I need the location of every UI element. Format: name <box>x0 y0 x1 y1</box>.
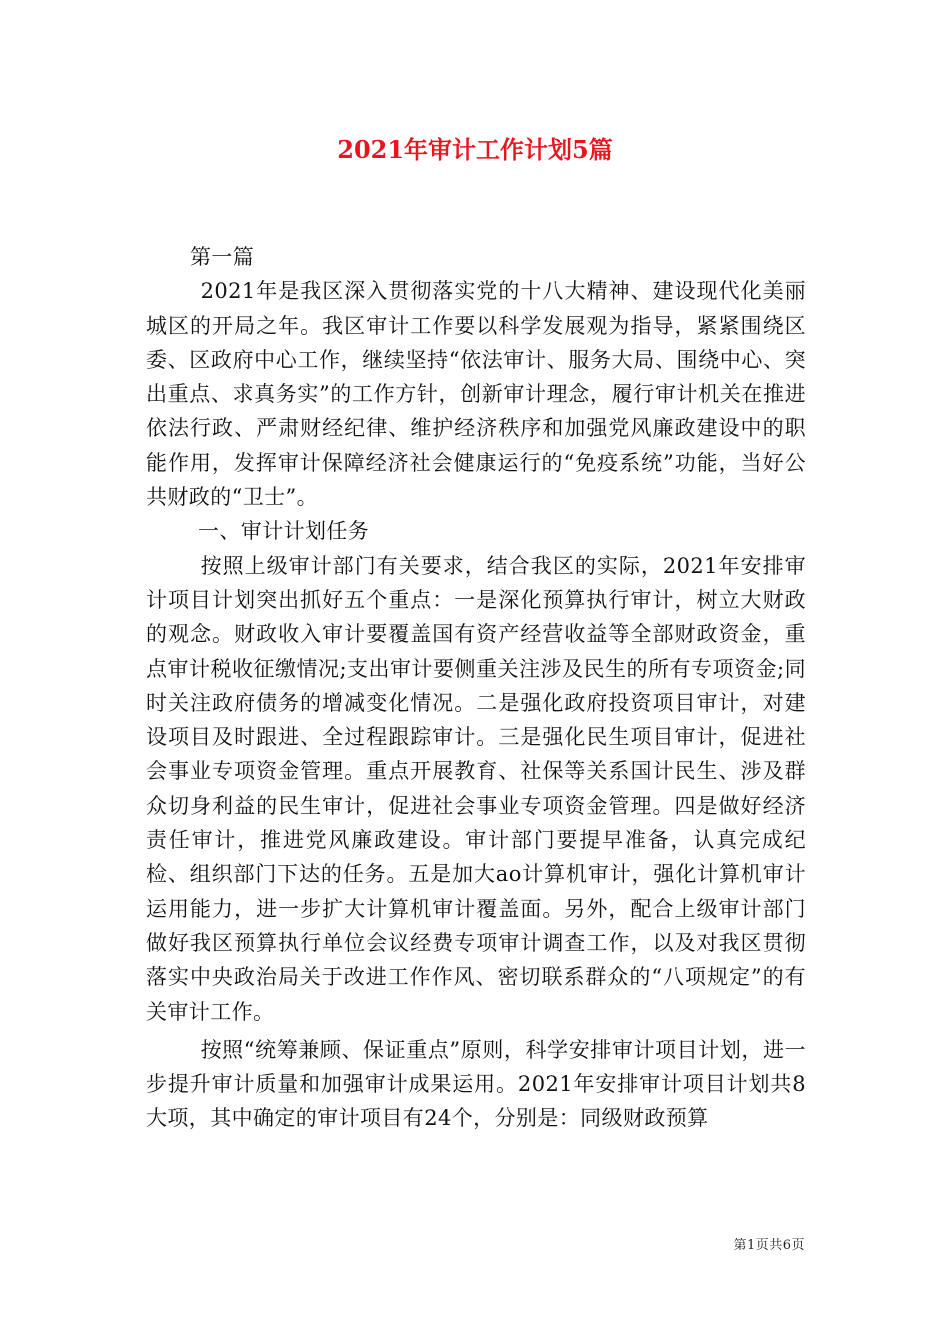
subheading-audit-tasks: 一、审计计划任务 <box>198 519 370 544</box>
page-number: 第1页共6页 <box>733 1238 805 1253</box>
paragraph-project-arrangement: 按照“统筹兼顾、保证重点”原则，科学安排审计项目计划，进一步提升审计质量和加强审计成果运用。2021年安排审计项目计划共8大项，其中确定的审计项目有24个，分别是：同级财政预算 <box>146 1037 806 1131</box>
section-heading: 第一篇 <box>190 245 255 269</box>
page-title: 2021年审计工作计划5篇 <box>337 135 613 164</box>
document-body <box>146 240 806 1136</box>
paragraph-intro: 2021年是我区深入贯彻落实党的十八大精神、建设现代化美丽城区的开局之年。我区审计工作要以科学发展观为指导，紧紧围绕区委、区政府中心工作，继续坚持“依法审计、服务大局、围绕中心、突出重点、求真务实”的工作方针，创新审计理念，履行审计机关在推进依法行政、严肃财经纪律、维护经济秩序和加强党风廉政建设中的职能作用，发挥审计保障经济社会健康运行的“免疫系统”功能，当好公共财政的“卫士”。 <box>146 279 806 510</box>
paragraph-audit-plan: 按照上级审计部门有关要求，结合我区的实际，2021年安排审计项目计划突出抓好五个重点：一是深化预算执行审计，树立大财政的观念。财政收入审计要覆盖国有资产经营收益等全部财政资金，重点审计税收征缴情况;支出审计要侧重关注涉及民生的所有专项资金;同时关注政府债务的增减变化情况。二是强化政府投资项目审计，对建设项目及时跟进、全过程跟踪审计。三是强化民生项目审计，促进社会事业专项资金管理。重点开展教育、社保等关系国计民生、涉及群众切身利益的民生审计，促进社会事业专项资金管理。四是做好经济责任审计，推进党风廉政建设。审计部门要提早准备，认真完成纪检、组织部门下达的任务。五是加大ao计算机审计，强化计算机审计运用能力，进一步扩大计算机审计覆盖面。另外，配合上级审计部门做好我区预算执行单位会议经费专项审计调查工作，以及对我区贯彻落实中央政治局关于改进工作作风、密切联系群众的“八项规定”的有关审计工作。 <box>146 553 806 1024</box>
